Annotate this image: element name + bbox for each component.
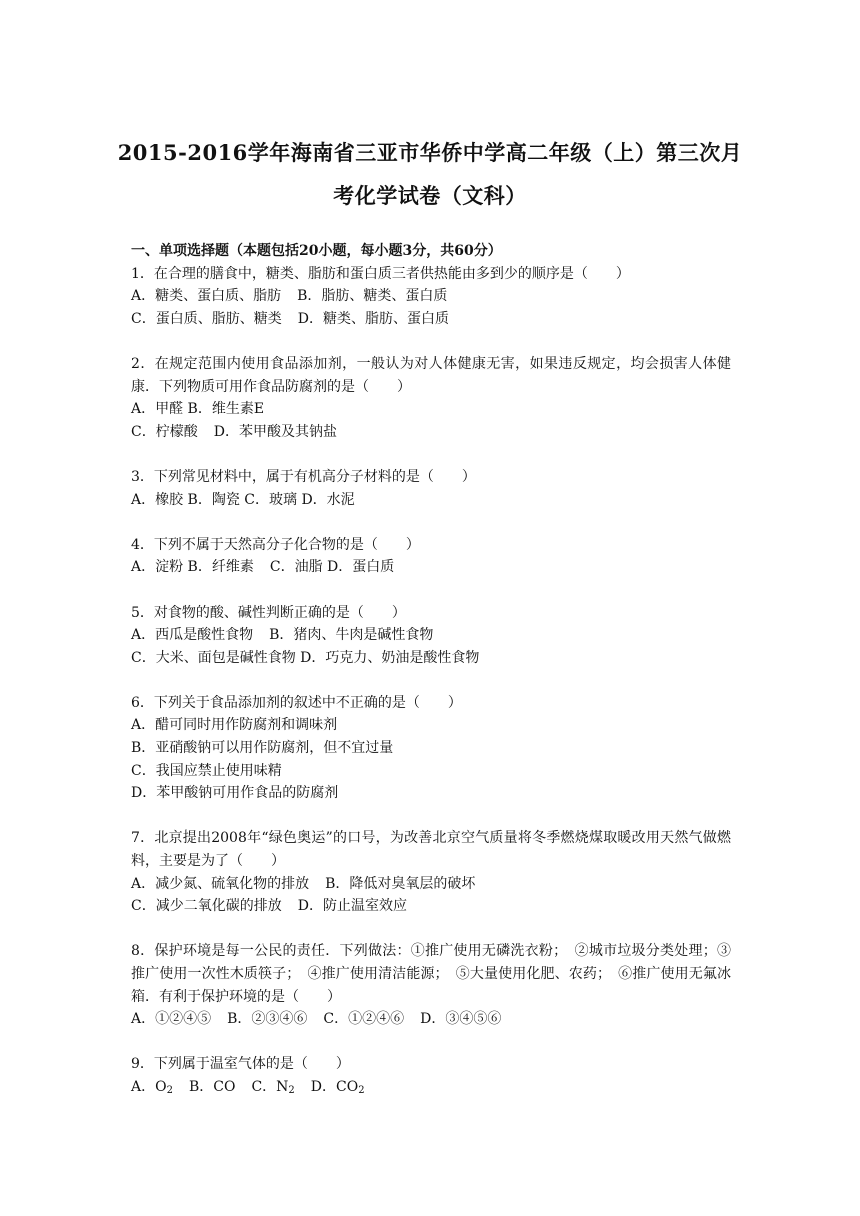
option-line: [131, 421, 731, 444]
option-line: [131, 285, 731, 308]
option-line: [131, 714, 731, 737]
answer-option: C．柠檬酸: [131, 423, 198, 440]
question-stem: 3．下列常见材料中，属于有机高分子材料的是（ ）: [131, 468, 476, 485]
option-a-text: A．O: [131, 1078, 167, 1095]
option-line: [131, 308, 731, 331]
question-stem: 4．下列不属于天然高分子化合物的是（ ）: [131, 536, 420, 553]
answer-option: A．西瓜是酸性食物: [131, 627, 254, 644]
option-line: [131, 760, 731, 783]
option-d: [311, 1076, 365, 1099]
answer-option: B．脂肪、糖类、蛋白质: [297, 288, 448, 305]
answer-option: B．降低对臭氧层的破坏: [325, 875, 476, 892]
exam-content: [131, 240, 731, 1121]
question-stem: 5．对食物的酸、碱性判断正确的是（ ）: [131, 604, 406, 621]
option-c: [251, 1076, 294, 1099]
answer-option: D．③④⑤⑥: [420, 1011, 502, 1028]
option-c-text: C．N: [251, 1078, 289, 1095]
question-2: [131, 353, 731, 443]
exam-title-line-1: 2015-2016学年海南省三亚市华侨中学高二年级（上）第三次月: [117, 140, 743, 165]
option-line: [131, 782, 731, 805]
answer-option: C．减少二氧化碳的排放: [131, 898, 282, 915]
answer-option: C．我国应禁止使用味精: [131, 762, 282, 779]
answer-option: A．甲醛 B．维生素E: [131, 401, 265, 418]
answer-option: D．糖类、脂肪、蛋白质: [297, 310, 449, 327]
option-c-subscript: 2: [288, 1084, 295, 1096]
answer-option: C．①②④⑥: [323, 1011, 405, 1028]
answer-option: A．减少氮、硫氧化物的排放: [131, 875, 310, 892]
exam-title-line-2: 考化学试卷（文科）: [333, 183, 527, 208]
answer-option: C．大米、面包是碱性食物 D．巧克力、奶油是酸性食物: [131, 649, 480, 666]
option-line: [131, 895, 731, 918]
option-line: [131, 556, 731, 579]
question-8: [131, 940, 731, 1030]
section-heading: 一、单项选择题（本题包括20小题，每小题3分，共60分）: [131, 243, 502, 259]
question-stem: 2．在规定范围内使用食品添加剂，一般认为对人体健康无害，如果违反规定，均会损害人体健康．下列物质可用作食品防腐剂的是（ ）: [131, 355, 731, 395]
answer-option: D．防止温室效应: [297, 898, 407, 915]
question-stem: 7．北京提出2008年“绿色奥运”的口号，为改善北京空气质量将冬季燃烧煤取暖改用天然气做燃料，主要是为了（ ）: [131, 830, 731, 870]
answer-option: A．淀粉 B．纤维素: [131, 559, 254, 576]
question-3: [131, 466, 731, 511]
option-a-subscript: 2: [166, 1084, 173, 1096]
answer-option: C．蛋白质、脂肪、糖类: [131, 310, 282, 327]
option-a: [131, 1076, 173, 1099]
option-line: [131, 647, 731, 670]
question-stem: 8．保护环境是每一公民的责任．下列做法：①推广使用无磷洗衣粉； ②城市垃圾分类处理；③推广使用一次性木质筷子； ④推广使用清洁能源； ⑤大量使用化肥、农药； ⑥推广使用无氟冰箱．有利于保护环境的是（ ）: [131, 943, 731, 1005]
answer-option: A．①②④⑤: [131, 1011, 212, 1028]
answer-option: C．油脂 D．蛋白质: [269, 559, 395, 576]
answer-option: A．糖类、蛋白质、脂肪: [131, 288, 282, 305]
answer-option: B．②③④⑥: [227, 1011, 308, 1028]
option-d-subscript: 2: [358, 1084, 365, 1096]
question-stem: 6．下列关于食品添加剂的叙述中不正确的是（ ）: [131, 694, 462, 711]
question-4: [131, 534, 731, 579]
answer-option: D．苯甲酸及其钠盐: [213, 423, 337, 440]
question-1: [131, 263, 731, 331]
question-stem: 1．在合理的膳食中，糖类、脂肪和蛋白质三者供热能由多到少的顺序是（ ）: [131, 265, 630, 282]
option-line: [131, 1076, 731, 1099]
option-b: B．CO: [188, 1078, 236, 1095]
option-line: [131, 398, 731, 421]
answer-option: B．亚硝酸钠可以用作防腐剂，但不宜过量: [131, 740, 394, 757]
question-9: [131, 1053, 731, 1098]
option-line: [131, 737, 731, 760]
question-stem: 9．下列属于温室气体的是（ ）: [131, 1056, 350, 1073]
option-line: [131, 489, 731, 512]
question-6: [131, 692, 731, 805]
answer-option: D．苯甲酸钠可用作食品的防腐剂: [131, 785, 339, 802]
option-line: [131, 873, 731, 896]
option-d-text: D．CO: [310, 1078, 359, 1095]
answer-option: B．猪肉、牛肉是碱性食物: [269, 627, 434, 644]
question-7: [131, 827, 731, 917]
question-5: [131, 602, 731, 670]
answer-option: A．橡胶 B．陶瓷 C．玻璃 D．水泥: [131, 491, 355, 508]
option-line: [131, 624, 731, 647]
answer-option: A．醋可同时用作防腐剂和调味剂: [131, 717, 338, 734]
option-line: [131, 1008, 731, 1031]
question-list: [131, 263, 731, 1031]
